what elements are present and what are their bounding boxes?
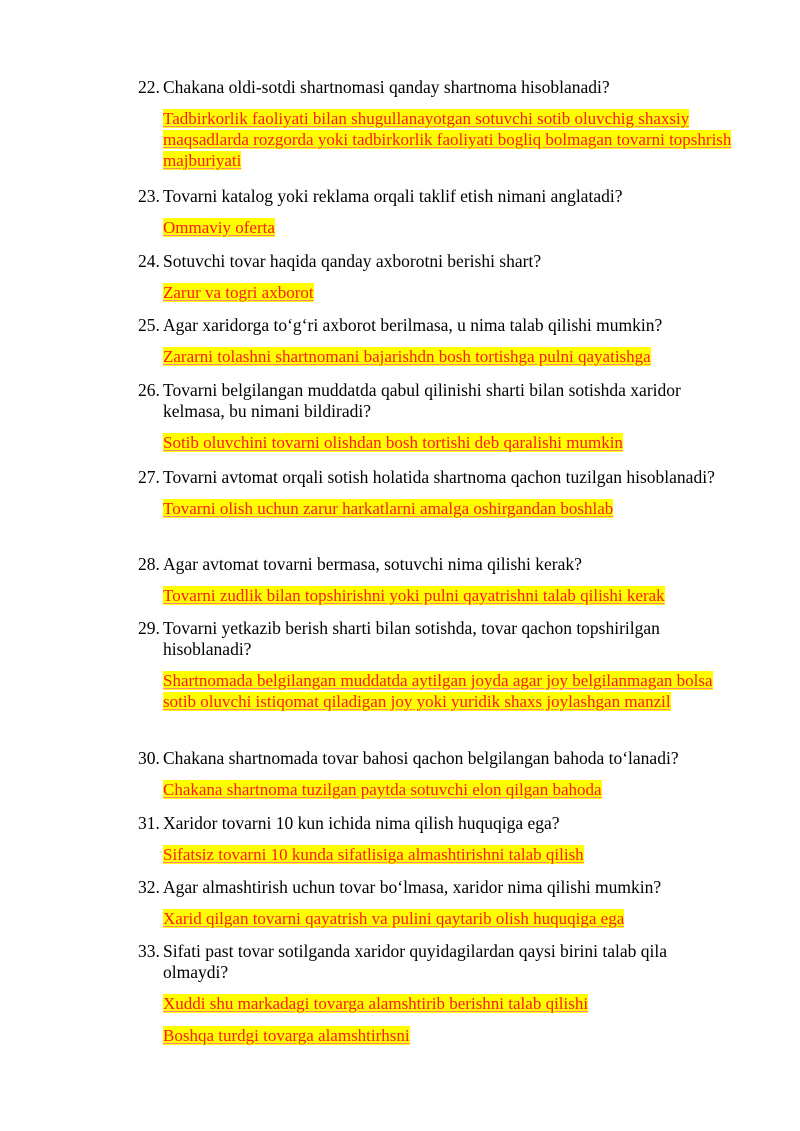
qa-item-27 [0, 467, 800, 519]
qa-item-32 [0, 877, 800, 929]
highlighted-answer-text: Xuddi shu markadagi tovarga alamshtirib berishni talab qilishi [163, 994, 589, 1013]
question-text: Chakana shartnomada tovar bahosi qachon belgilangan bahoda to‘lanadi? [163, 748, 679, 768]
question-number: 23. [138, 186, 160, 206]
qa-item-30 [0, 748, 800, 800]
highlighted-answer-text: Tovarni olish uchun zarur harkatlarni amalga oshirgandan boshlab [163, 499, 614, 518]
answer [163, 432, 743, 453]
qa-item-31 [0, 813, 800, 865]
question [0, 554, 723, 575]
question-text: Sotuvchi tovar haqida qanday axborotni berishi shart? [163, 251, 542, 271]
answer [163, 217, 743, 238]
highlighted-answer-text: Boshqa turdgi tovarga alamshtirhsni [163, 1026, 410, 1045]
highlighted-answer-text: Xarid qilgan tovarni qayatrish va pulini qaytarib olish huquqiga ega [163, 909, 625, 928]
answer [163, 844, 743, 865]
qa-item-24 [0, 251, 800, 303]
question-number: 26. [138, 380, 160, 400]
question [0, 813, 723, 834]
question-number: 30. [138, 748, 160, 768]
question-text: Sifati past tovar sotilganda xaridor quyidagilardan qaysi birini talab qila olmaydi? [163, 941, 667, 982]
question-text: Xaridor tovarni 10 kun ichida nima qilish huquqiga ega? [163, 813, 560, 833]
question-number: 28. [138, 554, 160, 574]
question-text: Tovarni avtomat orqali sotish holatida shartnoma qachon tuzilgan hisoblanadi? [163, 467, 715, 487]
answer [163, 993, 743, 1014]
highlighted-answer-text: Sifatsiz tovarni 10 kunda sifatlisiga almashtirishni talab qilish [163, 845, 584, 864]
question-number: 31. [138, 813, 160, 833]
question-number: 25. [138, 315, 160, 335]
question [0, 941, 723, 983]
qa-item-25 [0, 315, 800, 367]
question-text: Agar almashtirish uchun tovar bo‘lmasa, xaridor nima qilishi mumkin? [163, 877, 662, 897]
question [0, 315, 723, 336]
answer [163, 779, 743, 800]
question-number: 22. [138, 77, 160, 97]
highlighted-answer-text: Chakana shartnoma tuzilgan paytda sotuvchi elon qilgan bahoda [163, 780, 602, 799]
answer [163, 498, 743, 519]
question [0, 877, 723, 898]
qa-item-23 [0, 186, 800, 238]
answer [163, 282, 743, 303]
question [0, 251, 723, 272]
qa-item-33 [0, 941, 800, 1046]
question [0, 467, 723, 488]
question-number: 29. [138, 618, 160, 638]
question-text: Chakana oldi-sotdi shartnomasi qanday shartnoma hisoblanadi? [163, 77, 610, 97]
answer [163, 108, 743, 171]
question-text: Tovarni yetkazib berish sharti bilan sotishda, tovar qachon topshirilgan hisoblanadi? [163, 618, 660, 659]
question-text: Agar avtomat tovarni bermasa, sotuvchi nima qilishi kerak? [163, 554, 582, 574]
question-number: 32. [138, 877, 160, 897]
question-number: 33. [138, 941, 160, 961]
highlighted-answer-text: Tovarni zudlik bilan topshirishni yoki pulni qayatrishni talab qilishi kerak [163, 586, 665, 605]
qa-item-22 [0, 77, 800, 171]
highlighted-answer-text: Shartnomada belgilangan muddatda aytilgan joyda agar joy belgilanmagan bolsa sotib oluvchi istiqomat qiladigan joy yoki yuridik shaxs joylashgan manzil [163, 671, 713, 711]
question [0, 748, 723, 769]
question [0, 380, 723, 422]
highlighted-answer-text: Sotib oluvchini tovarni olishdan bosh tortishi deb qaralishi mumkin [163, 433, 623, 452]
highlighted-answer-text: Tadbirkorlik faoliyati bilan shugullanayotgan sotuvchi sotib oluvchig shaxsiy maqsadlarda rozgorda yoki tadbirkorlik faoliyati bogliq bolmagan tovarni topshrish majburiyati [163, 109, 732, 170]
question-number: 24. [138, 251, 160, 271]
answer [163, 585, 743, 606]
question [0, 77, 723, 98]
question-text: Tovarni belgilangan muddatda qabul qilinishi sharti bilan sotishda xaridor kelmasa, bu nimani bildiradi? [163, 380, 681, 421]
question-text: Tovarni katalog yoki reklama orqali taklif etish nimani anglatadi? [163, 186, 623, 206]
answer [163, 1025, 743, 1046]
question-text: Agar xaridorga to‘g‘ri axborot berilmasa, u nima talab qilishi mumkin? [163, 315, 663, 335]
question-number: 27. [138, 467, 160, 487]
qa-item-29 [0, 618, 800, 712]
answer [163, 908, 743, 929]
highlighted-answer-text: Ommaviy oferta [163, 218, 275, 237]
answer [163, 670, 743, 712]
question [0, 618, 723, 660]
highlighted-answer-text: Zararni tolashni shartnomani bajarishdn bosh tortishga pulni qayatishga [163, 347, 651, 366]
highlighted-answer-text: Zarur va togri axborot [163, 283, 314, 302]
qa-item-26 [0, 380, 800, 453]
question [0, 186, 723, 207]
answer [163, 346, 743, 367]
qa-item-28 [0, 554, 800, 606]
